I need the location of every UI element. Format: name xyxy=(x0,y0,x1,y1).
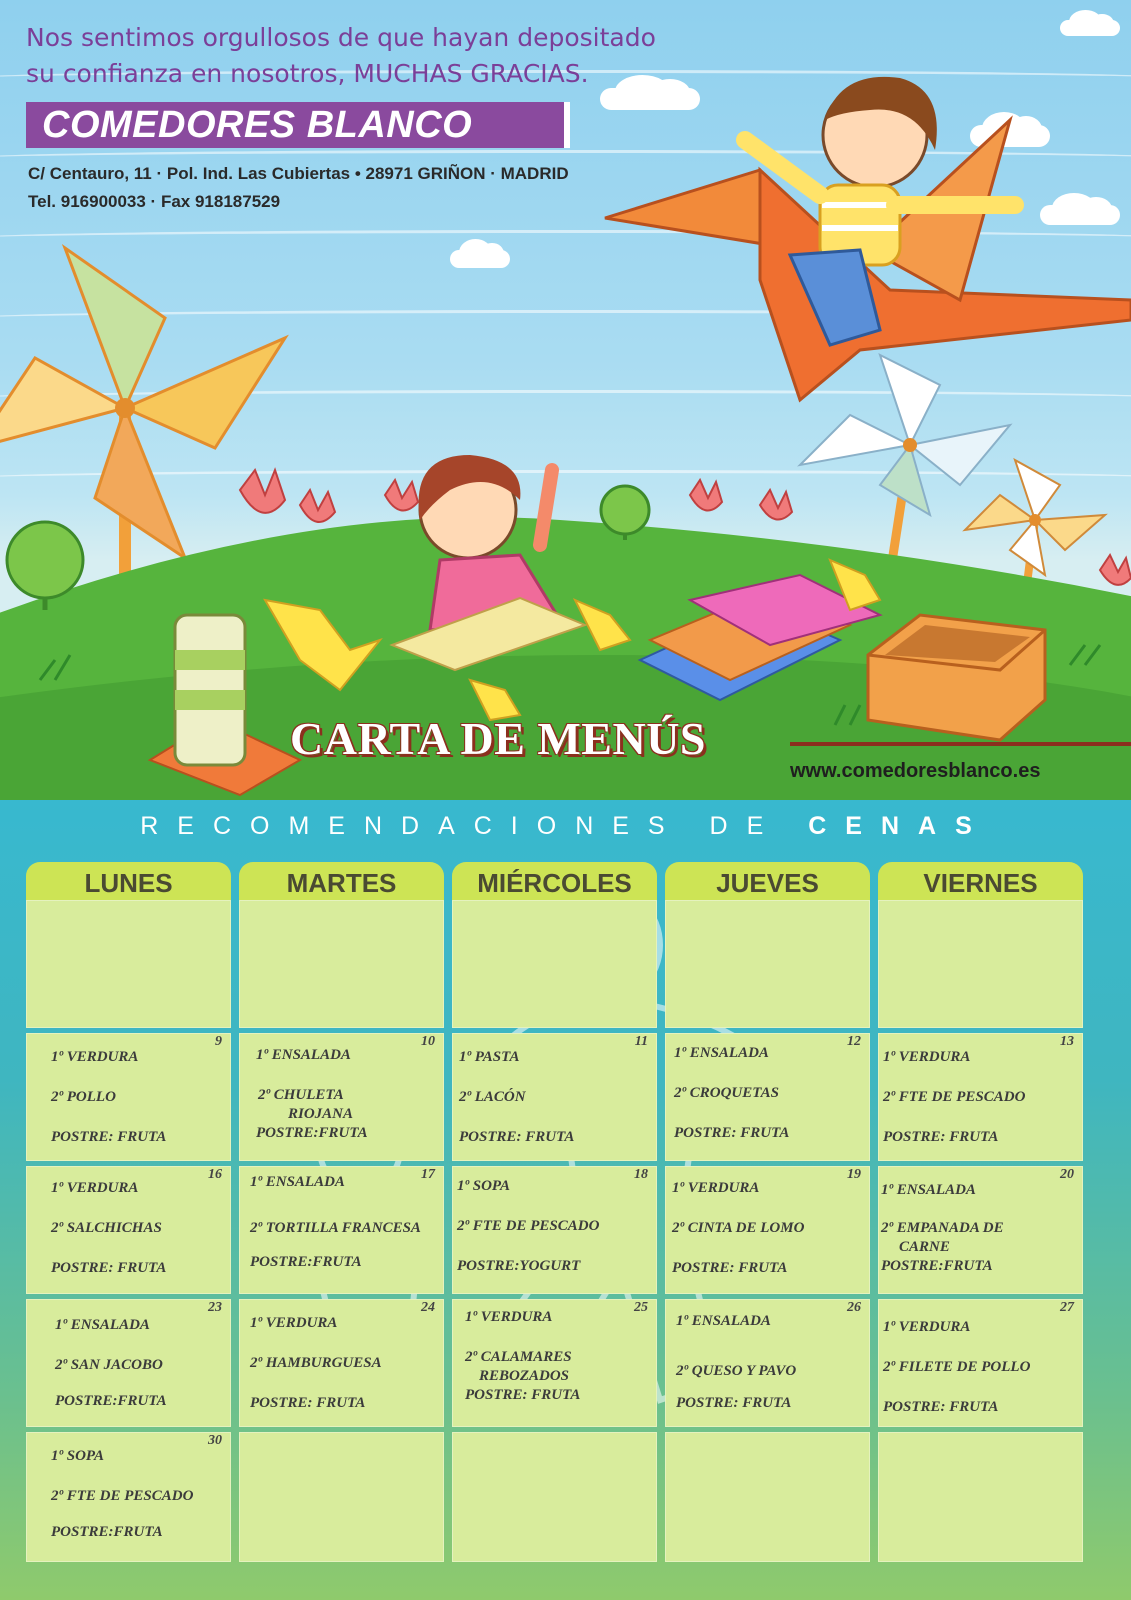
day-number: 27 xyxy=(1060,1300,1074,1315)
day-number: 17 xyxy=(421,1167,435,1182)
menu-first-course: 1º VERDURA xyxy=(465,1309,553,1325)
day-number: 23 xyxy=(208,1300,222,1315)
menu-dessert: POSTRE: FRUTA xyxy=(51,1260,167,1276)
menu-second-course: 2º QUESO Y PAVO xyxy=(676,1363,797,1379)
day-number: 12 xyxy=(847,1034,861,1049)
intro-line-1: Nos sentimos orgullosos de que hayan depositado xyxy=(26,23,656,52)
menu-day-cell xyxy=(665,1299,870,1427)
pinwheel-icon xyxy=(800,355,1010,575)
menu-second-course: 2º CROQUETAS xyxy=(674,1085,779,1101)
day-number: 13 xyxy=(1060,1034,1074,1049)
menu-first-course: 1º VERDURA xyxy=(51,1180,139,1196)
heading-bold: CENAS xyxy=(808,812,991,840)
menu-second-course: 2º FILETE DE POLLO xyxy=(883,1359,1031,1375)
menu-day-cell xyxy=(665,1166,870,1294)
day-number: 24 xyxy=(421,1300,435,1315)
menu-day-cell xyxy=(665,1033,870,1161)
menu-dessert: POSTRE: FRUTA xyxy=(459,1129,575,1145)
day-number: 18 xyxy=(634,1167,648,1182)
menu-day-cell xyxy=(26,1033,231,1161)
menu-first-course: 1º VERDURA xyxy=(883,1319,971,1335)
day-number: 19 xyxy=(847,1167,861,1182)
menu-dessert: POSTRE: FRUTA xyxy=(676,1395,792,1411)
menu-first-course: 1º VERDURA xyxy=(883,1049,971,1065)
menu-day-cell xyxy=(26,1166,231,1294)
menu-second-course-cont: RIOJANA xyxy=(288,1106,354,1122)
menu-second-course: 2º CINTA DE LOMO xyxy=(672,1220,805,1236)
phone-fax: Tel. 916900033 · Fax 918187529 xyxy=(28,192,281,211)
menu-second-course: 2º TORTILLA FRANCESA xyxy=(250,1220,421,1236)
menu-day-cell xyxy=(878,1033,1083,1161)
menu-dessert: POSTRE:FRUTA xyxy=(55,1393,167,1409)
day-number: 26 xyxy=(847,1300,861,1315)
menu-dessert: POSTRE: FRUTA xyxy=(465,1387,581,1403)
menu-dessert: POSTRE: FRUTA xyxy=(883,1399,999,1415)
menu-day-cell xyxy=(452,1299,657,1427)
menu-day-cell xyxy=(878,1166,1083,1294)
menu-dessert: POSTRE:FRUTA xyxy=(51,1524,163,1540)
empty-cell xyxy=(239,1432,444,1562)
carta-title: CARTA DE MENÚS xyxy=(290,713,707,764)
day-header-jueves: JUEVES xyxy=(665,862,870,900)
day-header-lunes: LUNES xyxy=(26,862,231,900)
menu-second-course: 2º FTE DE PESCADO xyxy=(457,1218,600,1234)
day-header-martes: MARTES xyxy=(239,862,444,900)
menu-first-course: 1º VERDURA xyxy=(250,1315,338,1331)
day-header-miercoles: MIÉRCOLES xyxy=(452,862,657,900)
empty-cell xyxy=(452,900,657,1028)
girl-icon xyxy=(419,455,560,630)
empty-cell xyxy=(239,900,444,1028)
day-number: 25 xyxy=(634,1300,648,1315)
empty-cell xyxy=(878,1432,1083,1562)
menu-first-course: 1º ENSALADA xyxy=(250,1174,345,1190)
menu-dessert: POSTRE: FRUTA xyxy=(51,1129,167,1145)
menu-day-cell xyxy=(878,1299,1083,1427)
empty-cell xyxy=(878,900,1083,1028)
menu-dessert: POSTRE:FRUTA xyxy=(881,1258,993,1274)
menu-day-cell xyxy=(452,1166,657,1294)
menu-first-course: 1º SOPA xyxy=(51,1448,104,1464)
day-number: 20 xyxy=(1060,1167,1074,1182)
empty-cell xyxy=(665,900,870,1028)
day-header-viernes: VIERNES xyxy=(878,862,1083,900)
menu-dessert: POSTRE: FRUTA xyxy=(250,1395,366,1411)
day-number: 11 xyxy=(634,1034,648,1049)
menu-first-course: 1º ENSALADA xyxy=(55,1317,150,1333)
menu-second-course: 2º CALAMARES xyxy=(465,1349,572,1365)
menu-calendar xyxy=(26,862,1095,1567)
menu-second-course: 2º FTE DE PESCADO xyxy=(51,1488,194,1504)
menu-first-course: 1º ENSALADA xyxy=(674,1045,769,1061)
heading-prefix: RECOMENDACIONES DE xyxy=(140,812,783,840)
day-number: 10 xyxy=(421,1034,435,1049)
menu-day-cell xyxy=(239,1299,444,1427)
menu-second-course: 2º CHULETA xyxy=(258,1087,344,1103)
day-number: 16 xyxy=(208,1167,222,1182)
menu-second-course-cont: REBOZADOS xyxy=(479,1368,570,1384)
menu-dessert: POSTRE: FRUTA xyxy=(883,1129,999,1145)
menu-day-cell xyxy=(26,1432,231,1562)
menu-dessert: POSTRE: FRUTA xyxy=(674,1125,790,1141)
menu-second-course: 2º SALCHICHAS xyxy=(51,1220,162,1236)
menu-day-cell xyxy=(452,1033,657,1161)
menu-second-course: 2º LACÓN xyxy=(459,1089,526,1105)
menu-dessert: POSTRE:YOGURT xyxy=(457,1258,581,1274)
menu-second-course: 2º EMPANADA DE xyxy=(881,1220,1004,1236)
menu-day-cell xyxy=(239,1166,444,1294)
menu-second-course: 2º HAMBURGUESA xyxy=(250,1355,382,1371)
menu-dessert: POSTRE: FRUTA xyxy=(672,1260,788,1276)
address: C/ Centauro, 11 · Pol. Ind. Las Cubiertas • 28971 GRIÑON · MADRID xyxy=(28,164,569,183)
menu-second-course: 2º FTE DE PESCADO xyxy=(883,1089,1026,1105)
title-rule xyxy=(790,742,1131,746)
menu-second-course: 2º SAN JACOBO xyxy=(55,1357,163,1373)
recommendations-heading xyxy=(0,812,1131,841)
menu-first-course: 1º SOPA xyxy=(457,1178,510,1194)
menu-dessert: POSTRE:FRUTA xyxy=(256,1125,368,1141)
menu-first-course: 1º ENSALADA xyxy=(256,1047,351,1063)
menu-dessert: POSTRE:FRUTA xyxy=(250,1254,362,1270)
empty-cell xyxy=(452,1432,657,1562)
menu-day-cell xyxy=(26,1299,231,1427)
menu-first-course: 1º ENSALADA xyxy=(881,1182,976,1198)
brand-name: COMEDORES BLANCO xyxy=(42,104,473,146)
menu-first-course: 1º PASTA xyxy=(459,1049,520,1065)
menu-first-course: 1º ENSALADA xyxy=(676,1313,771,1329)
menu-first-course: 1º VERDURA xyxy=(51,1049,139,1065)
menu-second-course: 2º POLLO xyxy=(51,1089,116,1105)
intro-line-2: su confianza en nosotros, MUCHAS GRACIAS. xyxy=(26,59,589,88)
menu-first-course: 1º VERDURA xyxy=(672,1180,760,1196)
empty-cell xyxy=(665,1432,870,1562)
website-link[interactable]: www.comedoresblanco.es xyxy=(790,760,1041,782)
day-number: 30 xyxy=(208,1433,222,1448)
day-number: 9 xyxy=(215,1034,222,1049)
empty-cell xyxy=(26,900,231,1028)
menu-day-cell xyxy=(239,1033,444,1161)
menu-second-course-cont: CARNE xyxy=(899,1239,950,1255)
box-icon xyxy=(868,615,1045,740)
